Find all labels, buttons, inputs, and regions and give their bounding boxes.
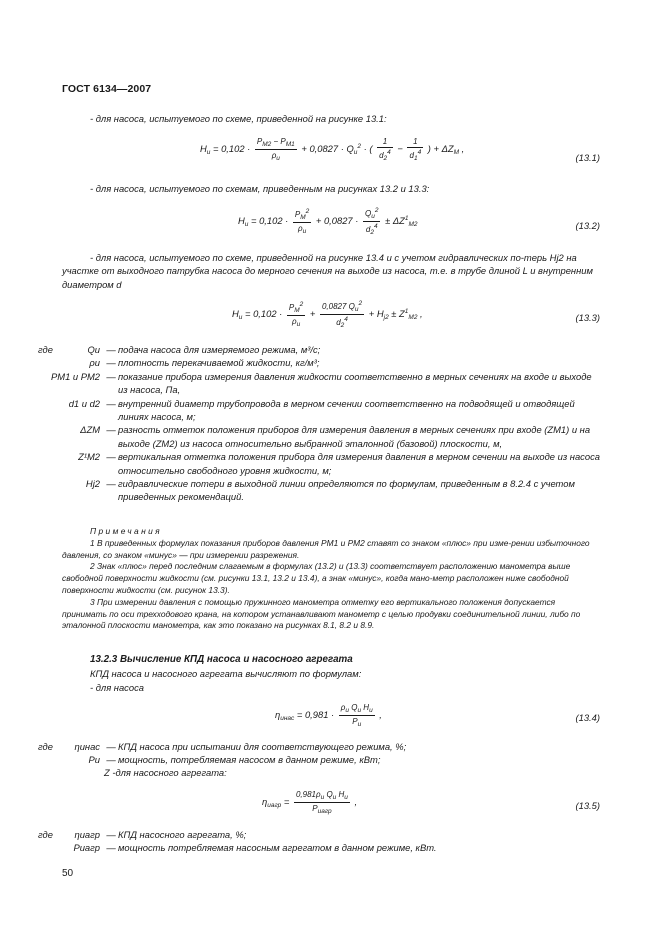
definition-symbol: Hj2 xyxy=(85,478,100,490)
definition-symbol: ηиагр xyxy=(74,829,100,840)
definitions-list xyxy=(38,343,600,504)
definition-text: КПД насосного агрегата, %; xyxy=(118,829,247,840)
definition-lead: где xyxy=(38,741,53,752)
definition-symbol: d1 и d2 xyxy=(68,397,100,409)
paragraph-scheme-13-2: - для насоса, испытуемого по схемам, приведенным на рисунках 13.2 и 13.3: xyxy=(90,183,430,194)
equation-number-13-5: (13.5) xyxy=(575,800,600,811)
definition-text: плотность перекачиваемой жидкости, кг/м³; xyxy=(118,357,320,369)
definition-row: ρи — плотность перекачиваемой жидкости, кг/м³; xyxy=(38,356,600,369)
definition-lead xyxy=(38,753,62,766)
definition-row: где Qи — подача насоса для измеряемого режима, м³/с; xyxy=(38,343,600,356)
definition-row: Pиагр — мощность потребляемая насосным агрегатом в данном режиме, кВт. xyxy=(38,841,600,854)
definition-symbol: ηинас xyxy=(74,741,100,752)
definition-symbol: Pи xyxy=(88,754,100,766)
note-item: 3 При измерении давления с помощью пружинного манометра отметку его вертикального положения допускается принимать по оси трехходового крана, на котором устанавливают манометр с целью продувки соединительной линии, либо по эталонной плоскости манометра, как это показано на рисунках 8.1, 8.2 и 8.9. xyxy=(62,596,581,631)
definition-text: вертикальная отметка положения прибора для измерения давления в мерном сечении на выходе из насоса относительно свободного уровня жидкости, м; xyxy=(118,451,600,476)
definition-row: ΔZМ — разность отметок положения приборов для измерения давления в мерных сечениях при входе (ZМ1) и на выходе (ZМ2) из насоса относительно выбранной эталонной (базовой) плоскости, м, xyxy=(38,423,600,450)
definition-lead xyxy=(38,356,62,369)
definition-text: КПД насоса при испытании для соответствующего режима, %; xyxy=(118,741,407,752)
definition-row: d1 и d2 — внутренний диаметр трубопровода в мерном сечении соответственно на подводящей и отводящей линиях насоса, м; xyxy=(38,397,600,424)
definition-row: PМ1 и PМ2 — показание прибора измерения давления жидкости соответственно в мерных сечениях на входе и выходе из насоса, Па, xyxy=(38,370,600,397)
definition-text: показание прибора измерения давления жидкости соответственно в мерных сечениях на входе и выходе из насоса, Па, xyxy=(118,370,592,396)
definition-row: Z¹М2 — вертикальная отметка положения прибора для измерения давления в мерном сечении на выходе из насоса относительно свободного уровня жидкости, м; xyxy=(38,450,600,477)
definition-lead: где xyxy=(38,829,53,840)
definition-symbol: Qи xyxy=(87,344,100,355)
definition-text: внутренний диаметр трубопровода в мерном сечении соответственно на подводящей и отводящей линиях насоса, м; xyxy=(118,397,575,423)
definitions-list-efficiency xyxy=(38,740,600,767)
document-header: ГОСТ 6134—2007 xyxy=(62,83,152,95)
equation-number-13-4: (13.4) xyxy=(575,712,600,723)
definition-symbol: PМ1 и PМ2 xyxy=(51,370,100,382)
formula-13-4: $\eta_{инас} = 0,981$ · $\frac{\rho_и Q_и H_и}{P_и}$ , xyxy=(275,703,382,728)
formula-13-3: $H_и = 0,102$ · $\frac{P_M^2}{\rho_и}$ + $\frac{0,0827 Q_и^2}{d_2^4}$ + $H_{j2} \pm Z^1_{M2}$ , xyxy=(232,300,423,329)
note-item: 2 Знак «плюс» перед последним слагаемым в формулах (13.2) и (13.3) соответствует расположению манометра выше свободной поверхности жидкости (см. рисунки 13.1, 13.2 и 13.4), а знак «минус», когда мано-метр расположен ниже свободной поверхности жидкости (см. рисунок 13.3). xyxy=(62,561,571,595)
definition-text: гидравлические потери в выходной линии определяются по формулам, приведенным в 8.2.4 с учетом приведенных рекомендаций. xyxy=(118,478,575,503)
definition-text: подача насоса для измеряемого режима, м³/с; xyxy=(118,344,321,355)
formula-13-2: $H_и = 0,102$ · $\frac{P_M^2}{\rho_и}$ + 0,0827 · $\frac{Q_и^2}{d_2^4}$ ± $\Delta Z^1_{M2}$ xyxy=(238,207,418,236)
equation-number-13-3: (13.3) xyxy=(575,312,600,323)
definition-row: Hj2 — гидравлические потери в выходной линии определяются по формулам, приведенным в 8.2.4 с учетом приведенных рекомендаций. xyxy=(38,477,600,504)
section-title: 13.2.3 Вычисление КПД насоса и насосного агрегата xyxy=(90,654,353,665)
definition-text: мощность, потребляемая насосом в данном режиме, кВт; xyxy=(118,754,381,766)
section-intro-pump: - для насоса xyxy=(90,682,144,693)
note-item: 1 В приведенных формулах показания приборов давления PМ1 и PМ2 ставят со знаком «плюс» при изме-рении избыточного давления, со знаком «минус» — при измерении разрежения. xyxy=(62,537,590,560)
paragraph-scheme-13-4: - для насоса, испытуемого по схеме, приведенной на рисунке 13.4 и с учетом гидравлических по-терь Hj2 на участке от выходного патрубка насоса до мерного сечения на выходе из насоса, т.е. в трубе длиной L и внутренним диаметром d xyxy=(62,252,593,290)
aggregate-line: Z -для насосного агрегата: xyxy=(104,767,227,778)
definition-symbol: ρи xyxy=(89,357,100,369)
notes-block xyxy=(62,526,600,632)
section-intro: КПД насоса и насосного агрегата вычисляют по формулам: xyxy=(90,668,362,679)
definition-lead: где xyxy=(38,344,53,355)
equation-number-13-2: (13.2) xyxy=(575,220,600,231)
paragraph-scheme-13-1: - для насоса, испытуемого по схеме, приведенной на рисунке 13.1: xyxy=(90,113,387,124)
definition-text: мощность потребляемая насосным агрегатом в данном режиме, кВт. xyxy=(118,842,437,854)
definition-row: Pи — мощность, потребляемая насосом в данном режиме, кВт; xyxy=(38,753,600,766)
definition-symbol: Pиагр xyxy=(73,842,100,854)
equation-number-13-1: (13.1) xyxy=(575,152,600,163)
definitions-list-aggregate xyxy=(38,828,600,855)
definition-row: где ηиагр — КПД насосного агрегата, %; xyxy=(38,828,600,841)
notes-title: Примечания xyxy=(90,526,163,536)
page-number: 50 xyxy=(62,868,74,879)
definition-symbol: ΔZМ xyxy=(80,424,100,436)
definition-row: где ηинас — КПД насоса при испытании для соответствующего режима, %; xyxy=(38,740,600,753)
formula-13-1: $H_и = 0,102$ · $\frac{P_{M2} - P_{M1}}{\rho_и}$ + $0,0827 \cdot Q_и^2$ · ( $\frac{1}{d_2^4}$ − $\frac{1}{d_1^4}$ ) + $\Delta Z_M$ , xyxy=(200,137,465,162)
definition-symbol: Z¹М2 xyxy=(78,451,100,463)
definition-lead xyxy=(38,841,62,854)
definition-text: разность отметок положения приборов для измерения давления в мерных сечениях при входе (ZМ1) и на выходе (ZМ2) из насоса относительно выбранной эталонной (базовой) плоскости, м, xyxy=(118,424,591,449)
formula-13-5: $\eta_{иагр}$ = $\frac{0,981\rho_и Q_и H_и}{P_{иагр}}$ , xyxy=(262,790,358,815)
